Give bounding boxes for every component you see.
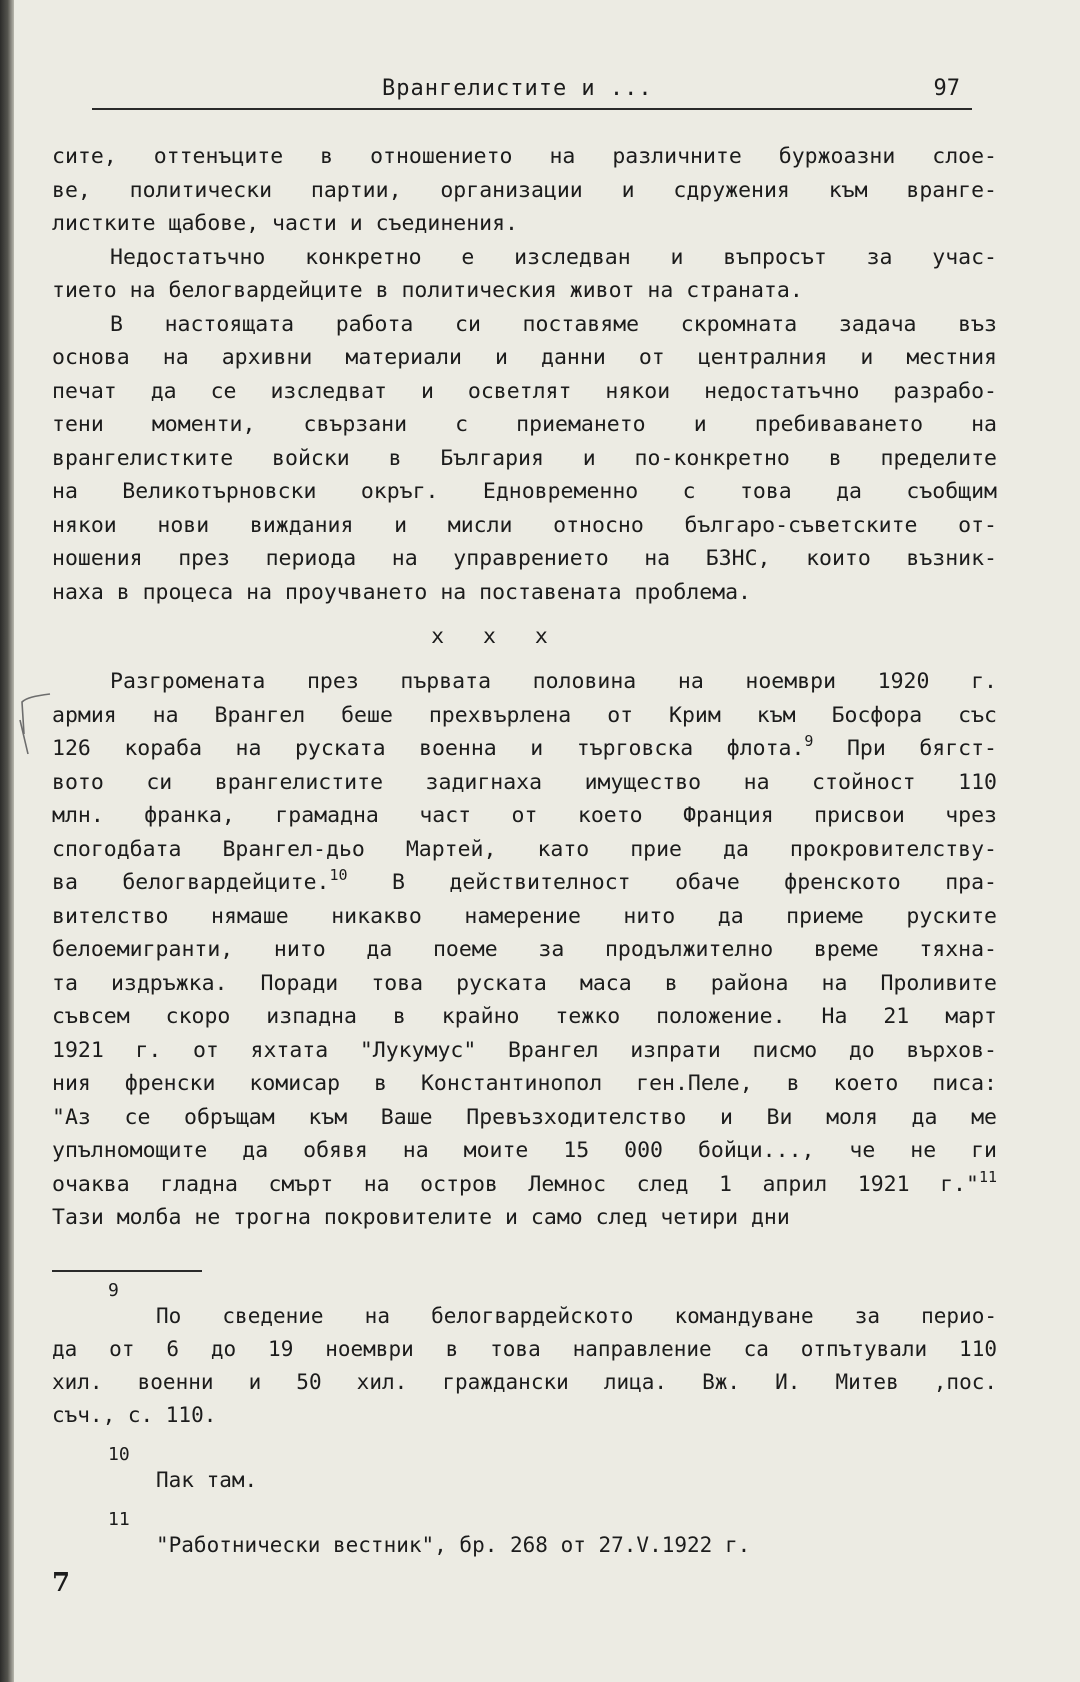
text-line [52, 900, 997, 934]
line-text: млн. франка, грамадна част от което Франция присвои чрез [52, 803, 997, 828]
line-text: та издръжка. Поради това руската маса в района на Проливите [52, 970, 997, 996]
footnote-rule [52, 1270, 202, 1272]
text-line: тени моменти, свързани с приемането и пребиваването на [52, 412, 997, 437]
line-text-continued: При бягст- [813, 736, 997, 761]
signature-mark: 7 [52, 1568, 71, 1598]
line-text: 126 кораба на руската военна и търговска флота. [52, 736, 805, 761]
running-header [92, 76, 972, 110]
line-text: ва белогвардейците. [52, 870, 330, 895]
main-paragraph [52, 665, 997, 1235]
text-line [52, 1101, 997, 1135]
text-line: листките щабове, части и съединения. [52, 211, 518, 236]
line-text: Тази молба не трогна покровителите и само след четири дни [52, 1205, 790, 1230]
text-line [52, 799, 997, 833]
footnote-number: 10 [108, 1444, 130, 1465]
text-line: ве, политически партии, организации и сдружения към вранге- [52, 177, 997, 203]
footnote-line: Пак там. [156, 1468, 258, 1492]
footnote-line: да от 6 до 19 ноември в това направление са отпътували 110 [52, 1337, 997, 1361]
text-line: печат да се изследват и осветлят някои недостатъчно разрабо- [52, 378, 997, 404]
text-line: сите, оттенъците в отношението на различните буржоазни слое- [52, 144, 997, 169]
footnote-line: "Работнически вестник", бр. 268 от 27.V.1922 г. [156, 1533, 751, 1557]
text-line: на Великотърновски окръг. Едновременно с това да съобщим [52, 479, 997, 504]
line-text: съвсем скоро изпадна в крайно тежко положение. На 21 март [52, 1004, 997, 1029]
footnote-line: По сведение на белогвардейското командуване за перио- [156, 1304, 997, 1328]
text-line [52, 1168, 997, 1202]
footnote-line: съч., с. 110. [52, 1403, 217, 1427]
text-line: ношения през периода на управрението на БЗНС, които възник- [52, 546, 997, 571]
text-line [52, 833, 997, 867]
footnote-reference: 10 [329, 866, 348, 884]
line-text: армия на Врангел беше прехвърлена от Крим към Босфора със [52, 702, 997, 728]
text-line [52, 665, 997, 699]
footnote-number: 11 [108, 1509, 130, 1530]
line-text: Разгромената през първата половина на ноември 1920 г. [110, 669, 997, 694]
footnote-line: хил. военни и 50 хил. граждански лица. Вж. И. Митев ,пос. [52, 1370, 997, 1394]
footnotes [52, 1282, 997, 1562]
text-line [52, 1000, 997, 1034]
text-line: тието на белогвардейците в политическия живот на страната. [52, 278, 803, 303]
document-page [52, 0, 997, 1682]
text-line [52, 866, 997, 900]
text-line: В настоящата работа си поставяме скромната задача въз [110, 311, 997, 337]
text-line: някои нови виждания и мисли относно българо-съветските от- [52, 512, 997, 538]
running-title: Врангелистите и ... [382, 76, 653, 101]
line-text: "Аз се обръщам към Ваше Превъзходителство и Ви моля да ме [52, 1104, 997, 1130]
line-text: спогодбата Врангел-дьо Мартей, като прие да прокровителству- [52, 836, 997, 862]
line-text: 1921 г. от яхтата "Лукумус" Врангел изпрати писмо до върхов- [52, 1037, 997, 1063]
line-text: очаква гладна смърт на остров Лемнос след 1 април 1921 г." [52, 1171, 979, 1197]
line-text: вото си врангелистите задигнаха имущество на стойност 110 [52, 769, 997, 795]
text-line [52, 699, 997, 733]
section-separator: x x x [431, 624, 548, 649]
text-line: Недостатъчно конкретно е изследван и въпросът за учас- [110, 244, 997, 270]
text-line: врангелистките войски в България и по-конкретно в пределите [52, 445, 997, 471]
text-line: основа на архивни материали и данни от централния и местния [52, 345, 997, 370]
line-text: упълномощите да обявя на моите 15 000 бойци..., че не ги [52, 1138, 997, 1163]
text-line [52, 732, 997, 766]
intro-paragraphs [52, 140, 997, 609]
text-line: наха в процеса на проучването на поставената проблема. [52, 579, 751, 605]
text-line [52, 1034, 997, 1068]
text-line [52, 1201, 997, 1235]
line-text: белоемигранти, нито да поеме за продължително време тяхна- [52, 937, 997, 962]
text-line [52, 967, 997, 1001]
text-line [52, 1067, 997, 1101]
book-spine-edge [0, 0, 14, 1682]
body-text [52, 140, 997, 1235]
text-line [52, 766, 997, 800]
line-text-continued: В действителност обаче френското пра- [347, 870, 997, 895]
footnote-number: 9 [108, 1280, 119, 1301]
line-text: вителство нямаше никакво намерение нито да приеме руските [52, 903, 997, 929]
page-number: 97 [933, 76, 960, 101]
footnote-reference: 9 [804, 732, 814, 750]
footnote-reference: 11 [978, 1167, 997, 1186]
text-line [52, 1134, 997, 1168]
text-line [52, 933, 997, 967]
margin-bracket-mark [8, 690, 56, 760]
line-text: ния френски комисар в Константинопол ген.Пеле, в което писа: [52, 1071, 997, 1096]
